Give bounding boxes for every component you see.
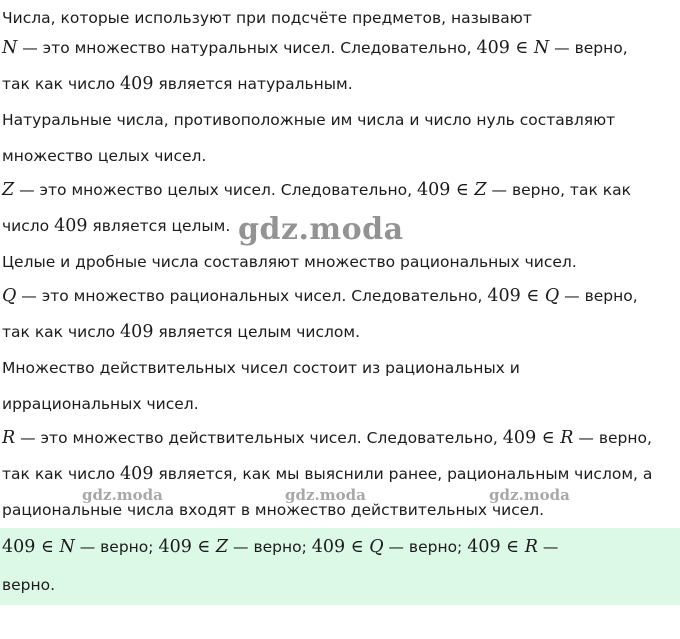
math-symbol: N [2,38,18,58]
math-expression: 409 ∈ [502,428,561,448]
text-run: так как число [2,323,121,341]
paragraph-line [2,428,652,448]
math-symbol: N [59,537,75,557]
text-run: является целым. [87,217,231,235]
paragraph-line: Целые и дробные числа составляют множество рациональных чисел. [2,253,577,271]
text-run: — верно, [559,287,638,305]
paragraph-line [2,216,230,236]
text-run: — верно; [383,538,468,556]
text-run: — верно, так как [486,181,631,199]
math-symbol: Z [215,537,229,557]
text-run: — это множество рациональных чисел. Следовательно, [16,287,488,305]
paragraph-line [2,464,652,484]
paragraph-line [2,286,638,306]
paragraph-line: Числа, которые используют при подсчёте предметов, называют [2,9,532,27]
math-symbol: Q [2,286,17,306]
text-run: число [2,217,55,235]
math-number: 409 [120,322,154,342]
math-symbol: R [2,428,16,448]
paragraph-line [2,74,353,94]
paragraph-line [2,322,360,342]
watermark-logo: gdz.moda [489,486,570,504]
math-expression: 409 ∈ [158,537,216,557]
math-symbol: R [560,428,574,448]
math-expression: 409 ∈ [311,537,370,557]
text-run: — [537,538,559,556]
paragraph-line: множество целых чисел. [2,147,207,165]
text-run: является натуральным. [153,75,353,93]
text-run: — верно; [228,538,312,556]
math-symbol: Q [369,537,384,557]
paragraph-line: рациональные числа входят в множество действительных чисел. [2,501,545,519]
watermark-logo: gdz.moda [82,486,163,504]
math-number: 409 [120,74,154,94]
math-number: 409 [54,216,88,236]
answer-box [0,528,680,605]
math-expression: 409 ∈ [487,286,545,306]
watermark-logo: gdz.moda [238,212,404,247]
text-run: — верно, [573,429,652,447]
text-run: так как число [2,75,121,93]
math-number: 409 [120,464,154,484]
paragraph-line: Множество действительных чисел состоит из рациональных и [2,359,520,377]
math-expression: 409 ∈ [416,180,475,200]
math-symbol: Z [2,180,15,200]
paragraph-line: иррациональных чисел. [2,395,199,413]
text-run: так как число [2,465,121,483]
text-run: является целым числом. [153,323,361,341]
math-symbol: R [524,537,538,557]
paragraph-line [2,38,628,58]
math-symbol: Q [544,286,560,306]
paragraph-line [2,180,631,200]
answer-line: верно. [2,576,56,594]
math-expression: 409 ∈ [467,537,525,557]
watermark-logo: gdz.moda [285,486,366,504]
math-expression: 409 ∈ [2,537,60,557]
text-run: — верно, [549,39,628,57]
text-run: — это множество натуральных чисел. Следовательно, [17,39,477,57]
text-run: — это множество действительных чисел. Следовательно, [15,429,503,447]
text-run: является, как мы выяснили ранее, рациональным числом, а [153,465,653,483]
math-symbol: Z [474,180,487,200]
text-run: — это множество целых чисел. Следовательно, [14,181,417,199]
math-expression: 409 ∈ [476,38,534,58]
paragraph-line: Натуральные числа, противоположные им числа и число нуль составляют [2,111,616,129]
text-run: — верно; [74,538,159,556]
math-symbol: N [533,38,550,58]
answer-line [2,537,558,557]
